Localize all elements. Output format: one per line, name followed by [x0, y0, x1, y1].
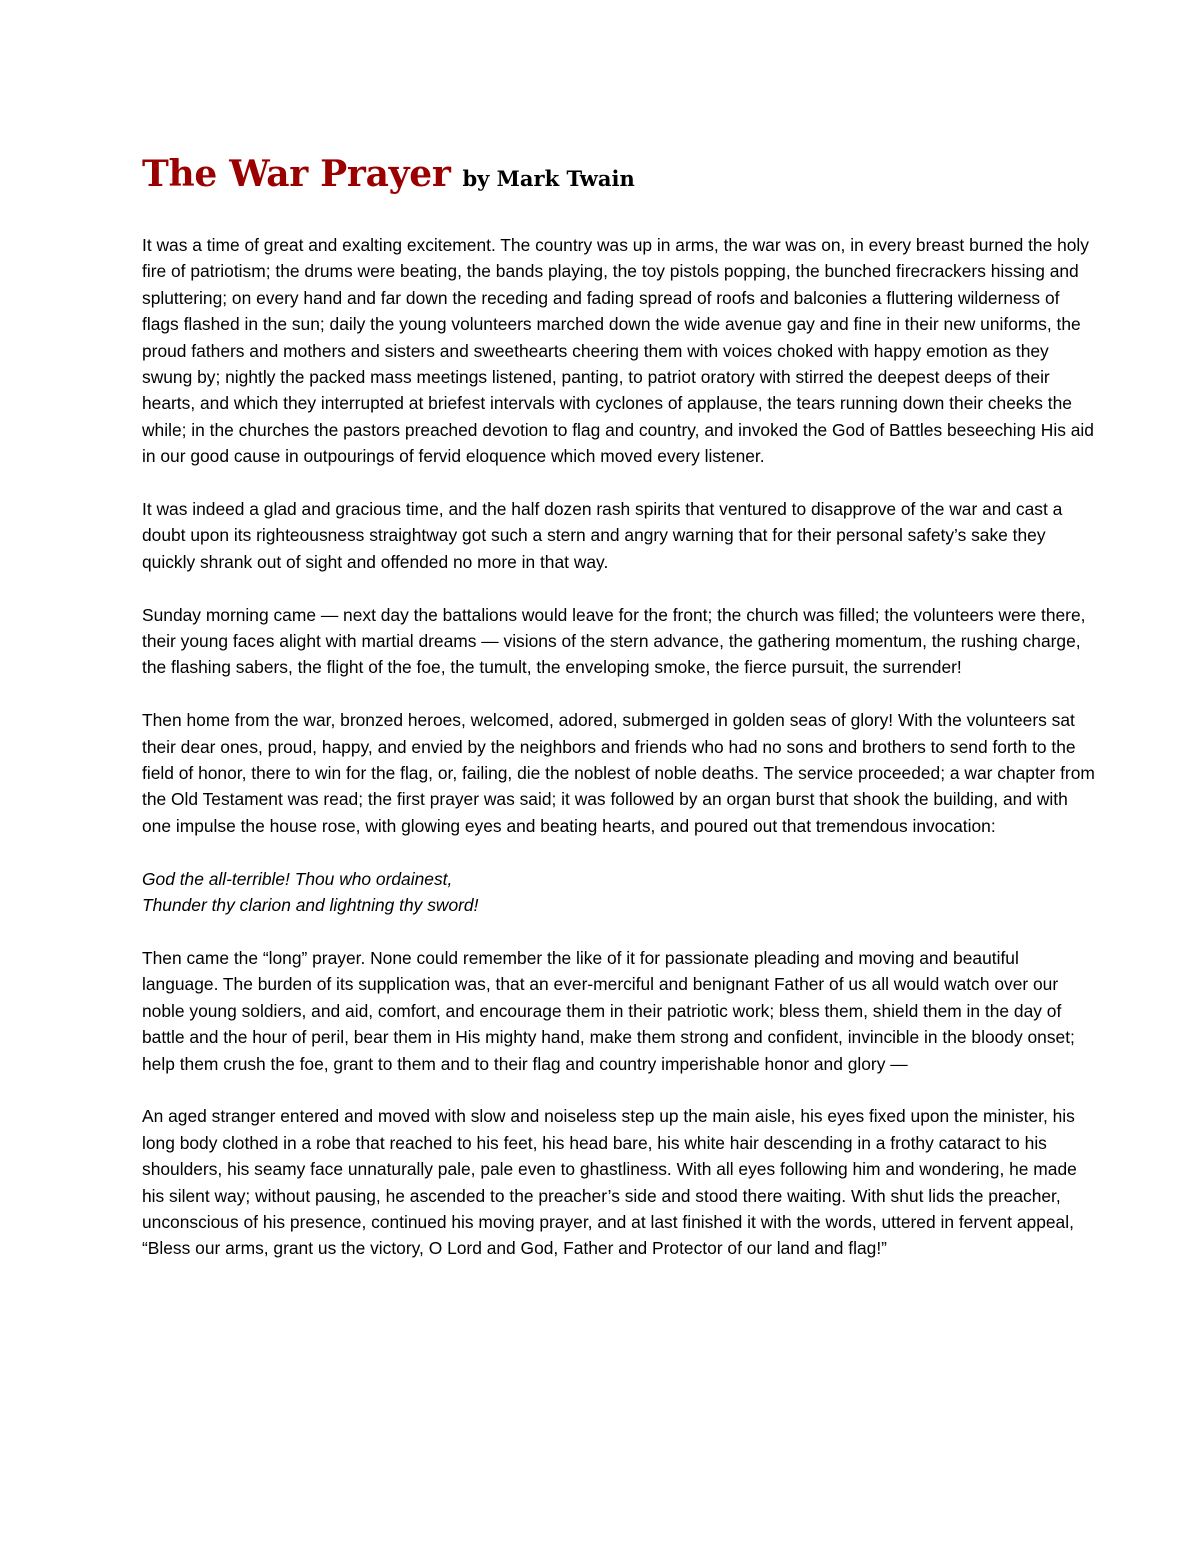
title-main: The War Prayer: [142, 153, 451, 195]
verse-line-1: God the all-terrible! Thou who ordainest,: [142, 868, 453, 889]
document-page: [142, 148, 1097, 1288]
verse-line-2: Thunder thy clarion and lightning thy sword!: [142, 895, 479, 916]
paragraph-2: It was indeed a glad and gracious time, and the half dozen rash spirits that ventured to disapprove of the war and cast a doubt upon its righteousness straightway got such a stern and angry warning that for their personal safety’s sake they quickly shrank out of sight and offended no more in that way.: [142, 499, 1063, 572]
paragraph-4: Then home from the war, bronzed heroes, welcomed, adored, submerged in golden seas of glory! With the volunteers sat their dear ones, proud, happy, and envied by the neighbors and friends who had no sons and brothers to send forth to the field of honor, there to win for the flag, or, failing, die the noblest of noble deaths. The service proceeded; a war chapter from the Old Testament was read; the first prayer was said; it was followed by an organ burst that shook the building, and with one impulse the house rose, with glowing eyes and beating hearts, and poured out that tremendous invocation:: [142, 710, 1095, 836]
paragraph-1: It was a time of great and exalting excitement. The country was up in arms, the war was on, in every breast burned the holy fire of patriotism; the drums were beating, the bands playing, the toy pistols popping, the bunched firecrackers hissing and spluttering; on every hand and far down the receding and fading spread of roofs and balconies a fluttering wilderness of flags flashed in the sun; daily the young volunteers marched down the wide avenue gay and fine in their new uniforms, the proud fathers and mothers and sisters and sweethearts cheering them with voices choked with happy emotion as they swung by; nightly the packed mass meetings listened, panting, to patriot oratory with stirred the deepest deeps of their hearts, and which they interrupted at briefest intervals with cyclones of applause, the tears running down their cheeks the while; in the churches the pastors preached devotion to flag and country, and invoked the God of Battles beseeching His aid in our good cause in outpourings of fervid eloquence which moved every listener.: [142, 235, 1094, 467]
paragraph-6: An aged stranger entered and moved with slow and noiseless step up the main aisle, his eyes fixed upon the minister, his long body clothed in a robe that reached to his feet, his head bare, his white hair descending in a frothy cataract to his shoulders, his seamy face unnaturally pale, pale even to ghastliness. With all eyes following him and wondering, he made his silent way; without pausing, he ascended to the preacher’s side and stood there waiting. With shut lids the preacher, unconscious of his presence, continued his moving prayer, and at last finished it with the words, uttered in fervent appeal, “Bless our arms, grant us the victory, O Lord and God, Father and Protector of our land and flag!”: [142, 1106, 1077, 1259]
title-byline: by Mark Twain: [462, 166, 635, 191]
document-title: [142, 148, 1097, 208]
paragraph-5: Then came the “long” prayer. None could remember the like of it for passionate pleading and moving and beautiful language. The burden of its supplication was, that an ever-merciful and benignant Father of us all would watch over our noble young soldiers, and aid, comfort, and encourage them in their patriotic work; bless them, shield them in the day of battle and the hour of peril, bear them in His mighty hand, make them strong and confident, invincible in the bloody onset; help them crush the foe, grant to them and to their flag and country imperishable honor and glory —: [142, 947, 1075, 1074]
paragraph-3: Sunday morning came — next day the battalions would leave for the front; the church was filled; the volunteers were there, their young faces alight with martial dreams — visions of the stern advance, the gathering momentum, the rushing charge, the flashing sabers, the flight of the foe, the tumult, the enveloping smoke, the fierce pursuit, the surrender!: [142, 604, 1086, 678]
hymn-verse: [142, 866, 1097, 919]
